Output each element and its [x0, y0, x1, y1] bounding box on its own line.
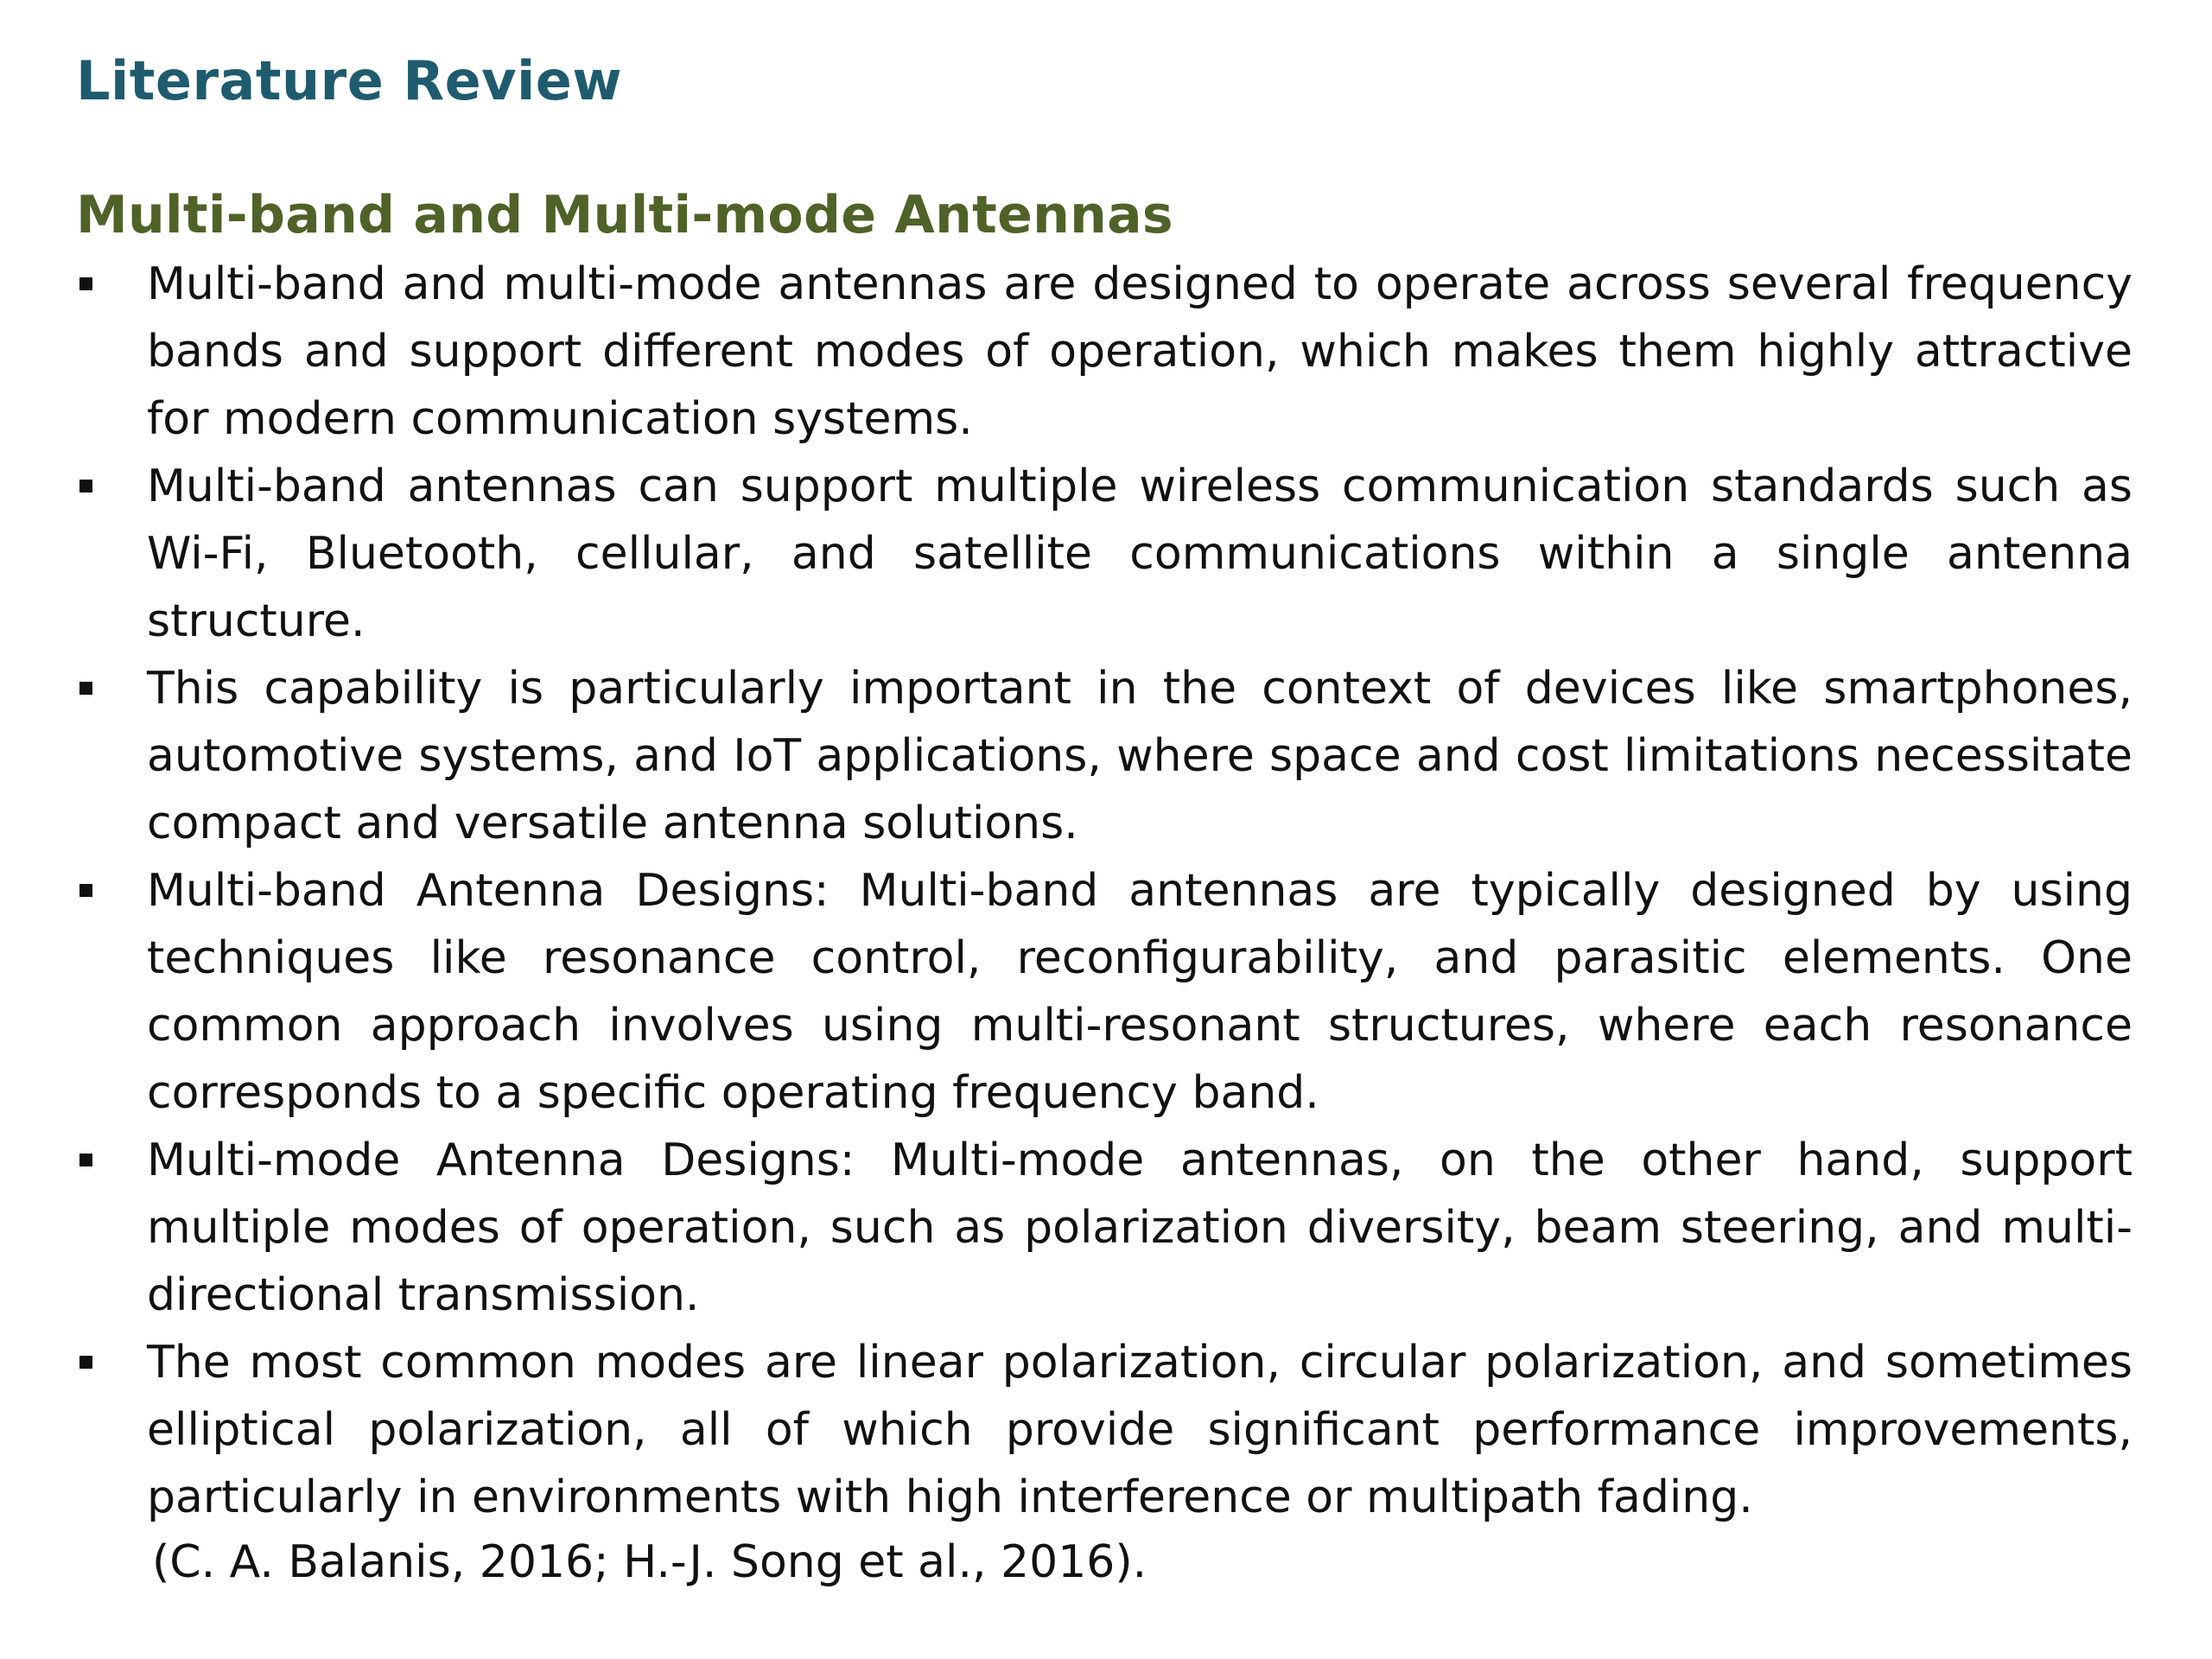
square-bullet-icon — [79, 480, 92, 493]
bullet-text: Multi-band Antenna Designs: Multi-band antennas are typically designed by using techniques like resonance control, reconfigurability, and parasitic elements. One common approach involves using multi-resonant structures, where each resonance corresponds to a specific operating frequency band. — [147, 865, 2133, 1119]
square-bullet-icon — [79, 277, 92, 290]
bullet-item — [76, 251, 2133, 453]
square-bullet-icon — [79, 1154, 92, 1166]
square-bullet-icon — [79, 682, 92, 695]
bullet-item — [76, 655, 2133, 857]
bullet-text: Multi-mode Antenna Designs: Multi-mode antennas, on the other hand, support multiple modes of operation, such as polarization diversity, beam steering, and multi-directional transmission. — [147, 1135, 2133, 1321]
bullet-item — [76, 453, 2133, 655]
bullet-text: Multi-band and multi-mode antennas are designed to operate across several frequency bands and support different modes of operation, which makes them highly attractive for modern communication systems. — [147, 258, 2133, 445]
bullet-item — [76, 1127, 2133, 1329]
square-bullet-icon — [79, 884, 92, 897]
bullet-item — [76, 857, 2133, 1127]
square-bullet-icon — [79, 1356, 92, 1369]
slide-title: Literature Review — [76, 49, 623, 112]
bullet-list — [76, 251, 2133, 1531]
section-heading: Multi-band and Multi-mode Antennas — [76, 185, 1173, 245]
bullet-text: Multi-band antennas can support multiple wireless communication standards such as Wi-Fi, Bluetooth, cellular, and satellite communications within a single antenna structure. — [147, 461, 2133, 647]
bullet-item — [76, 1329, 2133, 1531]
citation: (C. A. Balanis, 2016; H.-J. Song et al., 2016). — [152, 1536, 1147, 1588]
bullet-text: This capability is particularly important in the context of devices like smartphones, automotive systems, and IoT applications, where space and cost limitations necessitate compact and versatile antenna solutions. — [147, 663, 2133, 849]
bullet-text: The most common modes are linear polarization, circular polarization, and sometimes elliptical polarization, all of which provide significant performance improvements, particularly in environments with high interference or multipath fading. — [147, 1337, 2133, 1523]
